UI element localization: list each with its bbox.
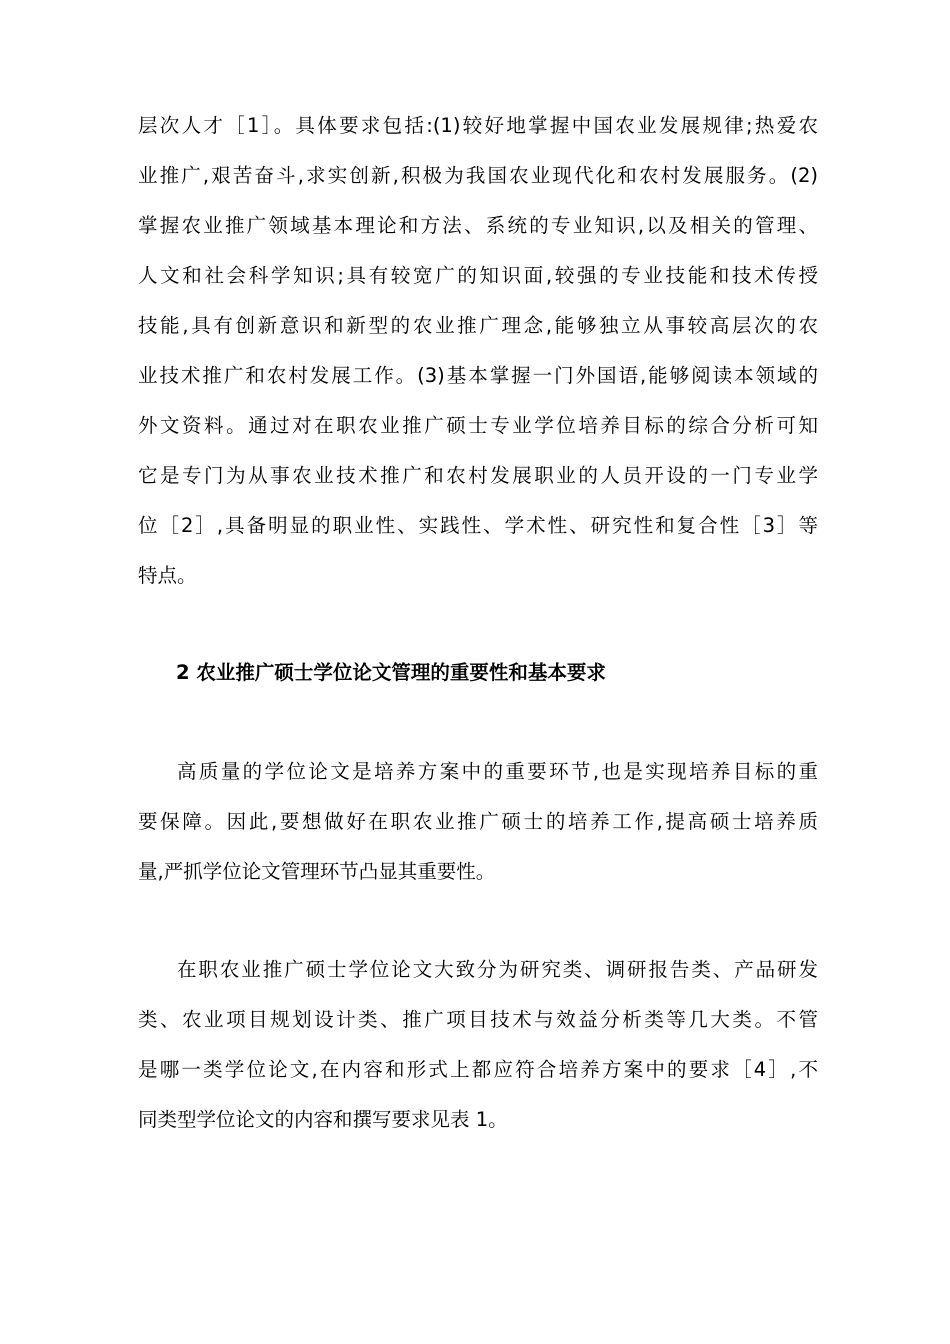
text-line: 业推广,艰苦奋斗,求实创新,积极为我国农业现代化和农村发展服务。(2) — [138, 164, 818, 187]
text-line: 人文和社会科学知识;具有较宽广的知识面,较强的专业技能和技术传授 — [138, 264, 818, 287]
text-line: 要保障。因此,要想做好在职农业推广硕士的培养工作,提高硕士培养质 — [138, 810, 818, 833]
text-line: 高质量的学位论文是培养方案中的重要环节,也是实现培养目标的重 — [177, 760, 818, 783]
text-line: 它是专门为从事农业技术推广和农村发展职业的人员开设的一门专业学 — [138, 464, 818, 487]
text-line: 在职农业推广硕士学位论文大致分为研究类、调研报告类、产品研发 — [177, 958, 818, 981]
text-line: 是哪一类学位论文,在内容和形式上都应符合培养方案中的要求［4］,不 — [138, 1058, 818, 1081]
paragraph-requirements — [138, 101, 818, 601]
text-line: 位［2］,具备明显的职业性、实践性、学术性、研究性和复合性［3］等 — [138, 514, 818, 537]
text-line: 特点。 — [138, 564, 197, 587]
text-line: 掌握农业推广领域基本理论和方法、系统的专业知识,以及相关的管理、 — [138, 214, 818, 237]
text-line: 类、农业项目规划设计类、推广项目技术与效益分析类等几大类。不管 — [138, 1008, 818, 1031]
text-line: 层次人才［1］。具体要求包括:(1)较好地掌握中国农业发展规律;热爱农 — [138, 114, 818, 137]
section-heading: 2 农业推广硕士学位论文管理的重要性和基本要求 — [176, 661, 606, 684]
text-line: 技能,具有创新意识和新型的农业推广理念,能够独立从事较高层次的农 — [138, 314, 818, 337]
text-line: 业技术推广和农村发展工作。(3)基本掌握一门外国语,能够阅读本领域的 — [138, 364, 818, 387]
text-line: 外文资料。通过对在职农业推广硕士专业学位培养目标的综合分析可知 — [138, 414, 818, 437]
paragraph-thesis-types — [138, 945, 818, 1145]
text-line: 同类型学位论文的内容和撰写要求见表 1。 — [138, 1108, 508, 1131]
paragraph-importance — [138, 747, 818, 897]
text-line: 量,严抓学位论文管理环节凸显其重要性。 — [138, 860, 496, 883]
